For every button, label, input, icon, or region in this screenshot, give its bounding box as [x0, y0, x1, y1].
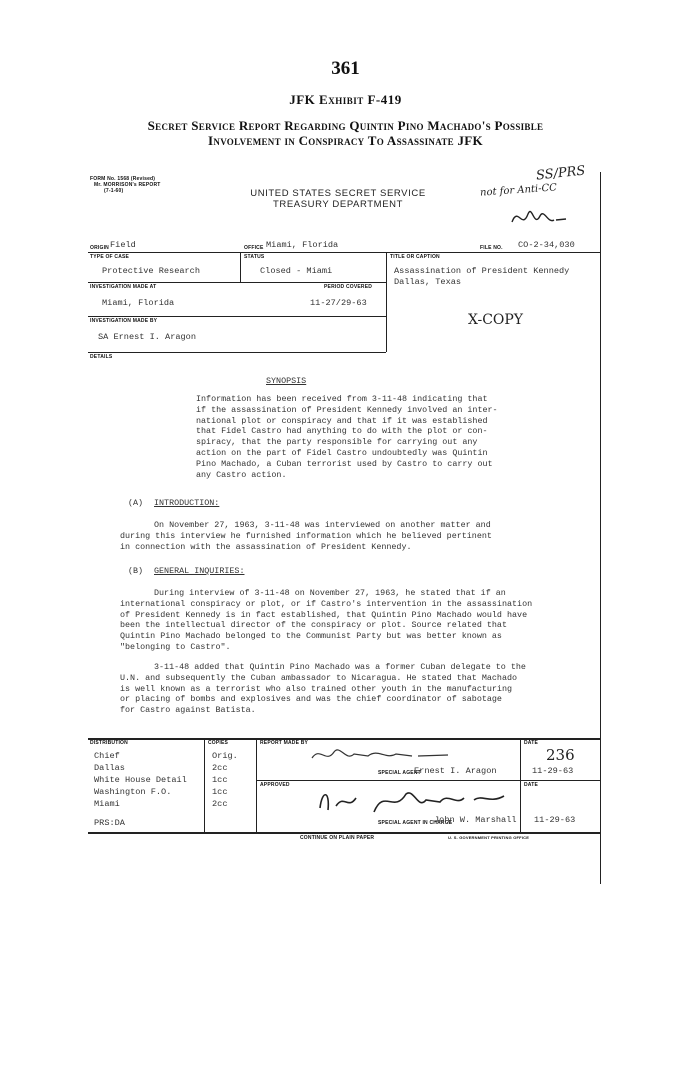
- investigation-made-by-value: SA Ernest I. Aragon: [98, 332, 196, 342]
- special-agent-value: Ernest I. Aragon: [414, 766, 497, 776]
- file-number-value: CO-2-34,030: [518, 240, 575, 250]
- period-covered-label: PERIOD COVERED: [324, 284, 373, 290]
- handwritten-note: not for Anti-CC: [479, 182, 558, 199]
- form-number-line-3: (7-1-60): [104, 188, 124, 194]
- copies-value: Orig.: [212, 751, 238, 761]
- divider-v2: [386, 252, 387, 352]
- section-b-line: Quintin Pino Machado belonged to the Communist Party but was better known as: [120, 631, 502, 642]
- approved-signature-mark: [314, 784, 514, 818]
- synopsis-line: national plot or conspiracy and that if it was established: [196, 415, 488, 426]
- date-label-1: DATE: [524, 740, 539, 746]
- footer-mid-rule: [256, 780, 600, 781]
- section-b-line-2: is well known as a terrorist who also trained other youth in the manufacturing: [120, 683, 513, 694]
- type-of-case-label: TYPE OF CASE: [90, 254, 130, 260]
- title-caption-label: TITLE OR CAPTION: [390, 254, 440, 260]
- title-line-1: Secret Service Report Regarding Quintin Pino Machado's Possible: [147, 118, 544, 133]
- section-b-line: of President Kennedy is in fact established, that Quintin Pino Machado would have: [120, 609, 528, 620]
- agency-heading: [238, 188, 438, 210]
- details-label: DETAILS: [90, 354, 113, 360]
- rule-top: [88, 252, 600, 253]
- period-covered-value: 11-27/29-63: [310, 298, 367, 308]
- section-b-line: "belonging to Castro".: [120, 641, 231, 652]
- special-agent-in-charge-value: John W. Marshall: [434, 815, 517, 825]
- synopsis-line: action on the part of Fidel Castro undoubtedly was Quintin: [196, 447, 488, 458]
- footer-bottom-rule: [88, 832, 600, 834]
- copies-value: 2cc: [212, 799, 228, 809]
- page-number: 361: [331, 58, 360, 79]
- status-value: Closed - Miami: [260, 266, 333, 276]
- section-b-line-2: for Castro against Batista.: [120, 705, 256, 716]
- footer-divider-3: [520, 738, 521, 832]
- section-a-line: during this interview he furnished information which he believed pertinent: [120, 530, 492, 541]
- synopsis-line: Pino Machado, a Cuban terrorist used by Castro to carry out: [196, 458, 493, 469]
- copies-value: 1cc: [212, 787, 228, 797]
- section-b-label: (B): [128, 566, 144, 576]
- footer-divider-1: [204, 738, 205, 832]
- handwritten-initials-mark: [508, 200, 568, 234]
- type-of-case-value: Protective Research: [102, 266, 200, 276]
- gpo-note: U. S. GOVERNMENT PRINTING OFFICE: [448, 835, 530, 840]
- rule-row3: [88, 316, 386, 317]
- exhibit-label: JFK Exhibit F-419: [289, 92, 402, 107]
- investigation-made-by-label: INVESTIGATION MADE BY: [90, 318, 158, 324]
- synopsis-line: any Castro action.: [196, 469, 287, 480]
- special-agent-label: SPECIAL AGENT: [378, 770, 421, 776]
- synopsis-line: spiracy, that the party responsible for carrying out any: [196, 437, 478, 448]
- synopsis-line: that Fidel Castro had anything to do with the plot or con-: [196, 426, 488, 437]
- handwritten-ss-prs: SS/PRS: [535, 163, 587, 184]
- date-label-2: DATE: [524, 782, 539, 788]
- copies-value: 2cc: [212, 763, 228, 773]
- continue-note: CONTINUE ON PLAIN PAPER: [300, 835, 375, 841]
- form-number-line-2: Mr. MORRISON's REPORT: [94, 182, 161, 188]
- file-number-label: FILE NO.: [480, 245, 503, 251]
- document-title: [60, 118, 631, 148]
- agency-line-1: UNITED STATES SECRET SERVICE: [250, 188, 426, 199]
- date-value-2: 11-29-63: [534, 815, 576, 825]
- distribution-to: White House Detail: [94, 775, 187, 785]
- section-b-line: During interview of 3-11-48 on November 27, 1963, he stated that if an: [154, 588, 506, 598]
- agency-line-2: TREASURY DEPARTMENT: [273, 199, 403, 210]
- section-a-label: (A): [128, 498, 144, 508]
- office-label: OFFICE: [244, 245, 264, 251]
- distribution-to: PRS:DA: [94, 818, 125, 828]
- status-label: STATUS: [244, 254, 265, 260]
- distribution-to: Miami: [94, 799, 120, 809]
- synopsis-block: [196, 394, 498, 480]
- section-b-line: international conspiracy or plot, or if Castro's intervention in the assassination: [120, 598, 533, 609]
- distribution-to: Chief: [94, 751, 120, 761]
- synopsis-heading: SYNOPSIS: [266, 376, 307, 386]
- distribution-to: Washington F.O.: [94, 787, 172, 797]
- form-number-block: [90, 176, 161, 194]
- distribution-label: DISTRIBUTION: [90, 740, 128, 746]
- copies-label: COPIES: [208, 740, 229, 746]
- section-a-line: in connection with the assassination of President Kennedy.: [120, 541, 412, 552]
- section-a-line: On November 27, 1963, 3-11-48 was interviewed on another matter and: [154, 520, 491, 530]
- distribution-to: Dallas: [94, 763, 125, 773]
- report-made-by-label: REPORT MADE BY: [260, 740, 309, 746]
- section-b-line-2: U.N. and subsequently the Cuban ambassador to Nicaragua. He stated that Machado: [120, 672, 518, 683]
- distribution-list: [94, 750, 187, 830]
- title-line-2: Involvement in Conspiracy To Assassinate JFK: [208, 133, 483, 148]
- section-b-line: been the intellectual director of the conspiracy or plot. Source related that: [120, 620, 507, 631]
- origin-value: Field: [110, 240, 136, 250]
- rule-row4: [88, 352, 386, 353]
- rule-row2: [88, 282, 386, 283]
- x-copy-mark: X-COPY: [468, 312, 524, 328]
- divider-v1: [240, 252, 241, 282]
- synopsis-line: if the assassination of President Kennedy involved an inter-: [196, 404, 498, 415]
- section-b-heading: GENERAL INQUIRIES:: [154, 566, 245, 576]
- approved-label: APPROVED: [260, 782, 290, 788]
- date-value-1: 11-29-63: [532, 766, 574, 776]
- form-number-line-1: FORM No. 1568 (Revised): [90, 176, 156, 182]
- section-b-line-2: or placing of bombs and explosives and was the chief coordinator of sabotage: [120, 694, 502, 705]
- copies-list: [212, 750, 238, 810]
- section-b-body-2: [120, 662, 526, 716]
- section-a-body: [120, 520, 492, 552]
- office-value: Miami, Florida: [266, 240, 339, 250]
- special-agent-in-charge-label: SPECIAL AGENT IN CHARGE: [378, 820, 453, 826]
- investigation-made-at-label: INVESTIGATION MADE AT: [90, 284, 157, 290]
- section-b-line-2: 3-11-48 added that Quintin Pino Machado was a former Cuban delegate to the: [154, 662, 526, 672]
- section-b-body: [120, 588, 532, 653]
- title-caption-value-1: Assassination of President Kennedy: [394, 266, 570, 276]
- report-signature-mark: [308, 742, 458, 766]
- secret-service-form: [88, 163, 601, 884]
- synopsis-line: Information has been received from 3-11-48 indicating that: [196, 394, 488, 404]
- origin-label: ORIGIN: [90, 245, 109, 251]
- copies-value: 1cc: [212, 775, 228, 785]
- investigation-made-at-value: Miami, Florida: [102, 298, 175, 308]
- title-caption-value-2: Dallas, Texas: [394, 277, 462, 287]
- footer-divider-2: [256, 738, 257, 832]
- section-a-heading: INTRODUCTION:: [154, 498, 220, 508]
- date-stamp: 236: [546, 746, 575, 764]
